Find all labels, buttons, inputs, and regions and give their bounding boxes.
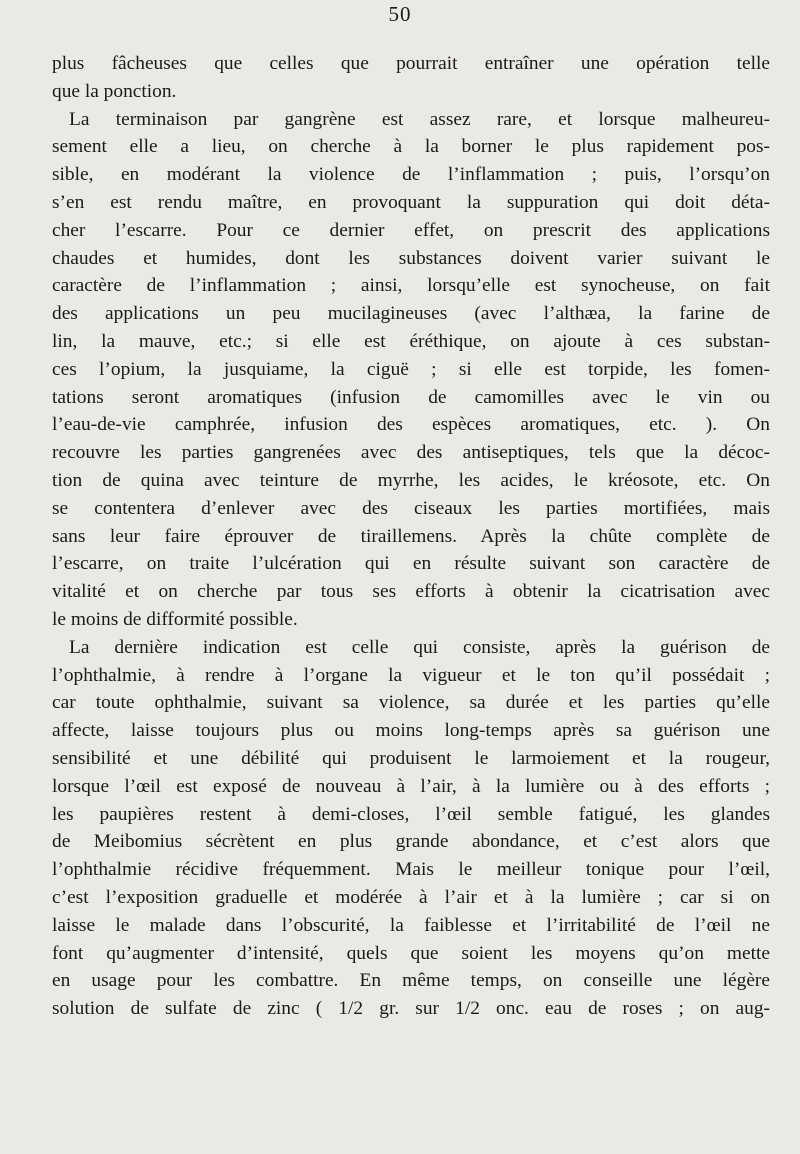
text-line: car toute ophthalmie, suivant sa violence, sa durée et les parties qu’elle: [52, 692, 770, 714]
text-line: s’en est rendu maître, en provoquant la suppuration qui doit déta-: [52, 191, 770, 213]
page-number: 50: [388, 2, 412, 26]
text-line: en usage pour les combattre. En même temps, on conseille une légère: [52, 970, 770, 992]
text-line: chaudes et humides, dont les substances doivent varier suivant le: [52, 247, 770, 269]
text-line: c’est l’exposition graduelle et modérée à l’air et à la lumière ; car si on: [52, 886, 770, 908]
text-line: caractère de l’inflammation ; ainsi, lorsqu’elle est synocheuse, on fait: [52, 275, 770, 297]
text-line: l’eau-de-vie camphrée, infusion des espèces aromatiques, etc. ). On: [52, 414, 770, 436]
body-text: [52, 50, 770, 1023]
text-line: l’escarre, on traite l’ulcération qui en résulte suivant son caractère de: [52, 553, 770, 575]
text-line: cher l’escarre. Pour ce dernier effet, on prescrit des applications: [52, 219, 770, 241]
text-line: lin, la mauve, etc.; si elle est éréthique, on ajoute à ces substan-: [52, 330, 770, 352]
text-line: sensibilité et une débilité qui produisent le larmoiement et la rougeur,: [52, 747, 770, 769]
text-line: se contentera d’enlever avec des ciseaux les parties mortifiées, mais: [52, 497, 770, 519]
text-line: l’ophthalmie récidive fréquemment. Mais le meilleur tonique pour l’œil,: [52, 859, 770, 881]
text-line: sement elle a lieu, on cherche à la borner le plus rapidement pos-: [52, 136, 770, 158]
text-line: sans leur faire éprouver de tiraillemens. Après la chûte complète de: [52, 525, 770, 547]
text-line: ces l’opium, la jusquiame, la ciguë ; si elle est torpide, les fomen-: [52, 358, 770, 380]
text-line: que la ponction.: [52, 80, 177, 102]
text-line: les paupières restent à demi-closes, l’œil semble fatigué, les glandes: [52, 803, 770, 825]
text-line: des applications un peu mucilagineuses (avec l’althæa, la farine de: [52, 303, 770, 325]
text-line: lorsque l’œil est exposé de nouveau à l’air, à la lumière ou à des efforts ;: [52, 775, 770, 797]
text-line: vitalité et on cherche par tous ses efforts à obtenir la cicatrisation avec: [52, 581, 770, 603]
text-line: laisse le malade dans l’obscurité, la faiblesse et l’irritabilité de l’œil ne: [52, 914, 770, 936]
text-line: tations seront aromatiques (infusion de camomilles avec le vin ou: [52, 386, 770, 408]
text-line: La dernière indication est celle qui consiste, après la guérison de: [69, 636, 770, 658]
text-line: affecte, laisse toujours plus ou moins long-temps après sa guérison une: [52, 720, 770, 742]
text-line: de Meibomius sécrètent en plus grande abondance, et c’est alors que: [52, 831, 770, 853]
text-line: La terminaison par gangrène est assez rare, et lorsque malheureu-: [69, 108, 770, 130]
text-line: le moins de difformité possible.: [52, 608, 298, 630]
text-line: recouvre les parties gangrenées avec des antiseptiques, tels que la décoc-: [52, 442, 770, 464]
text-line: plus fâcheuses que celles que pourrait entraîner une opération telle: [52, 53, 770, 74]
text-line: tion de quina avec teinture de myrrhe, les acides, le kréosote, etc. On: [52, 469, 770, 491]
text-line: l’ophthalmie, à rendre à l’organe la vigueur et le ton qu’il possédait ;: [52, 664, 770, 686]
text-line: solution de sulfate de zinc ( 1/2 gr. sur 1/2 onc. eau de roses ; on aug-: [52, 998, 770, 1020]
text-line: sible, en modérant la violence de l’inflammation ; puis, l’orsqu’on: [52, 164, 770, 186]
text-line: font qu’augmenter d’intensité, quels que soient les moyens qu’on mette: [52, 942, 770, 964]
